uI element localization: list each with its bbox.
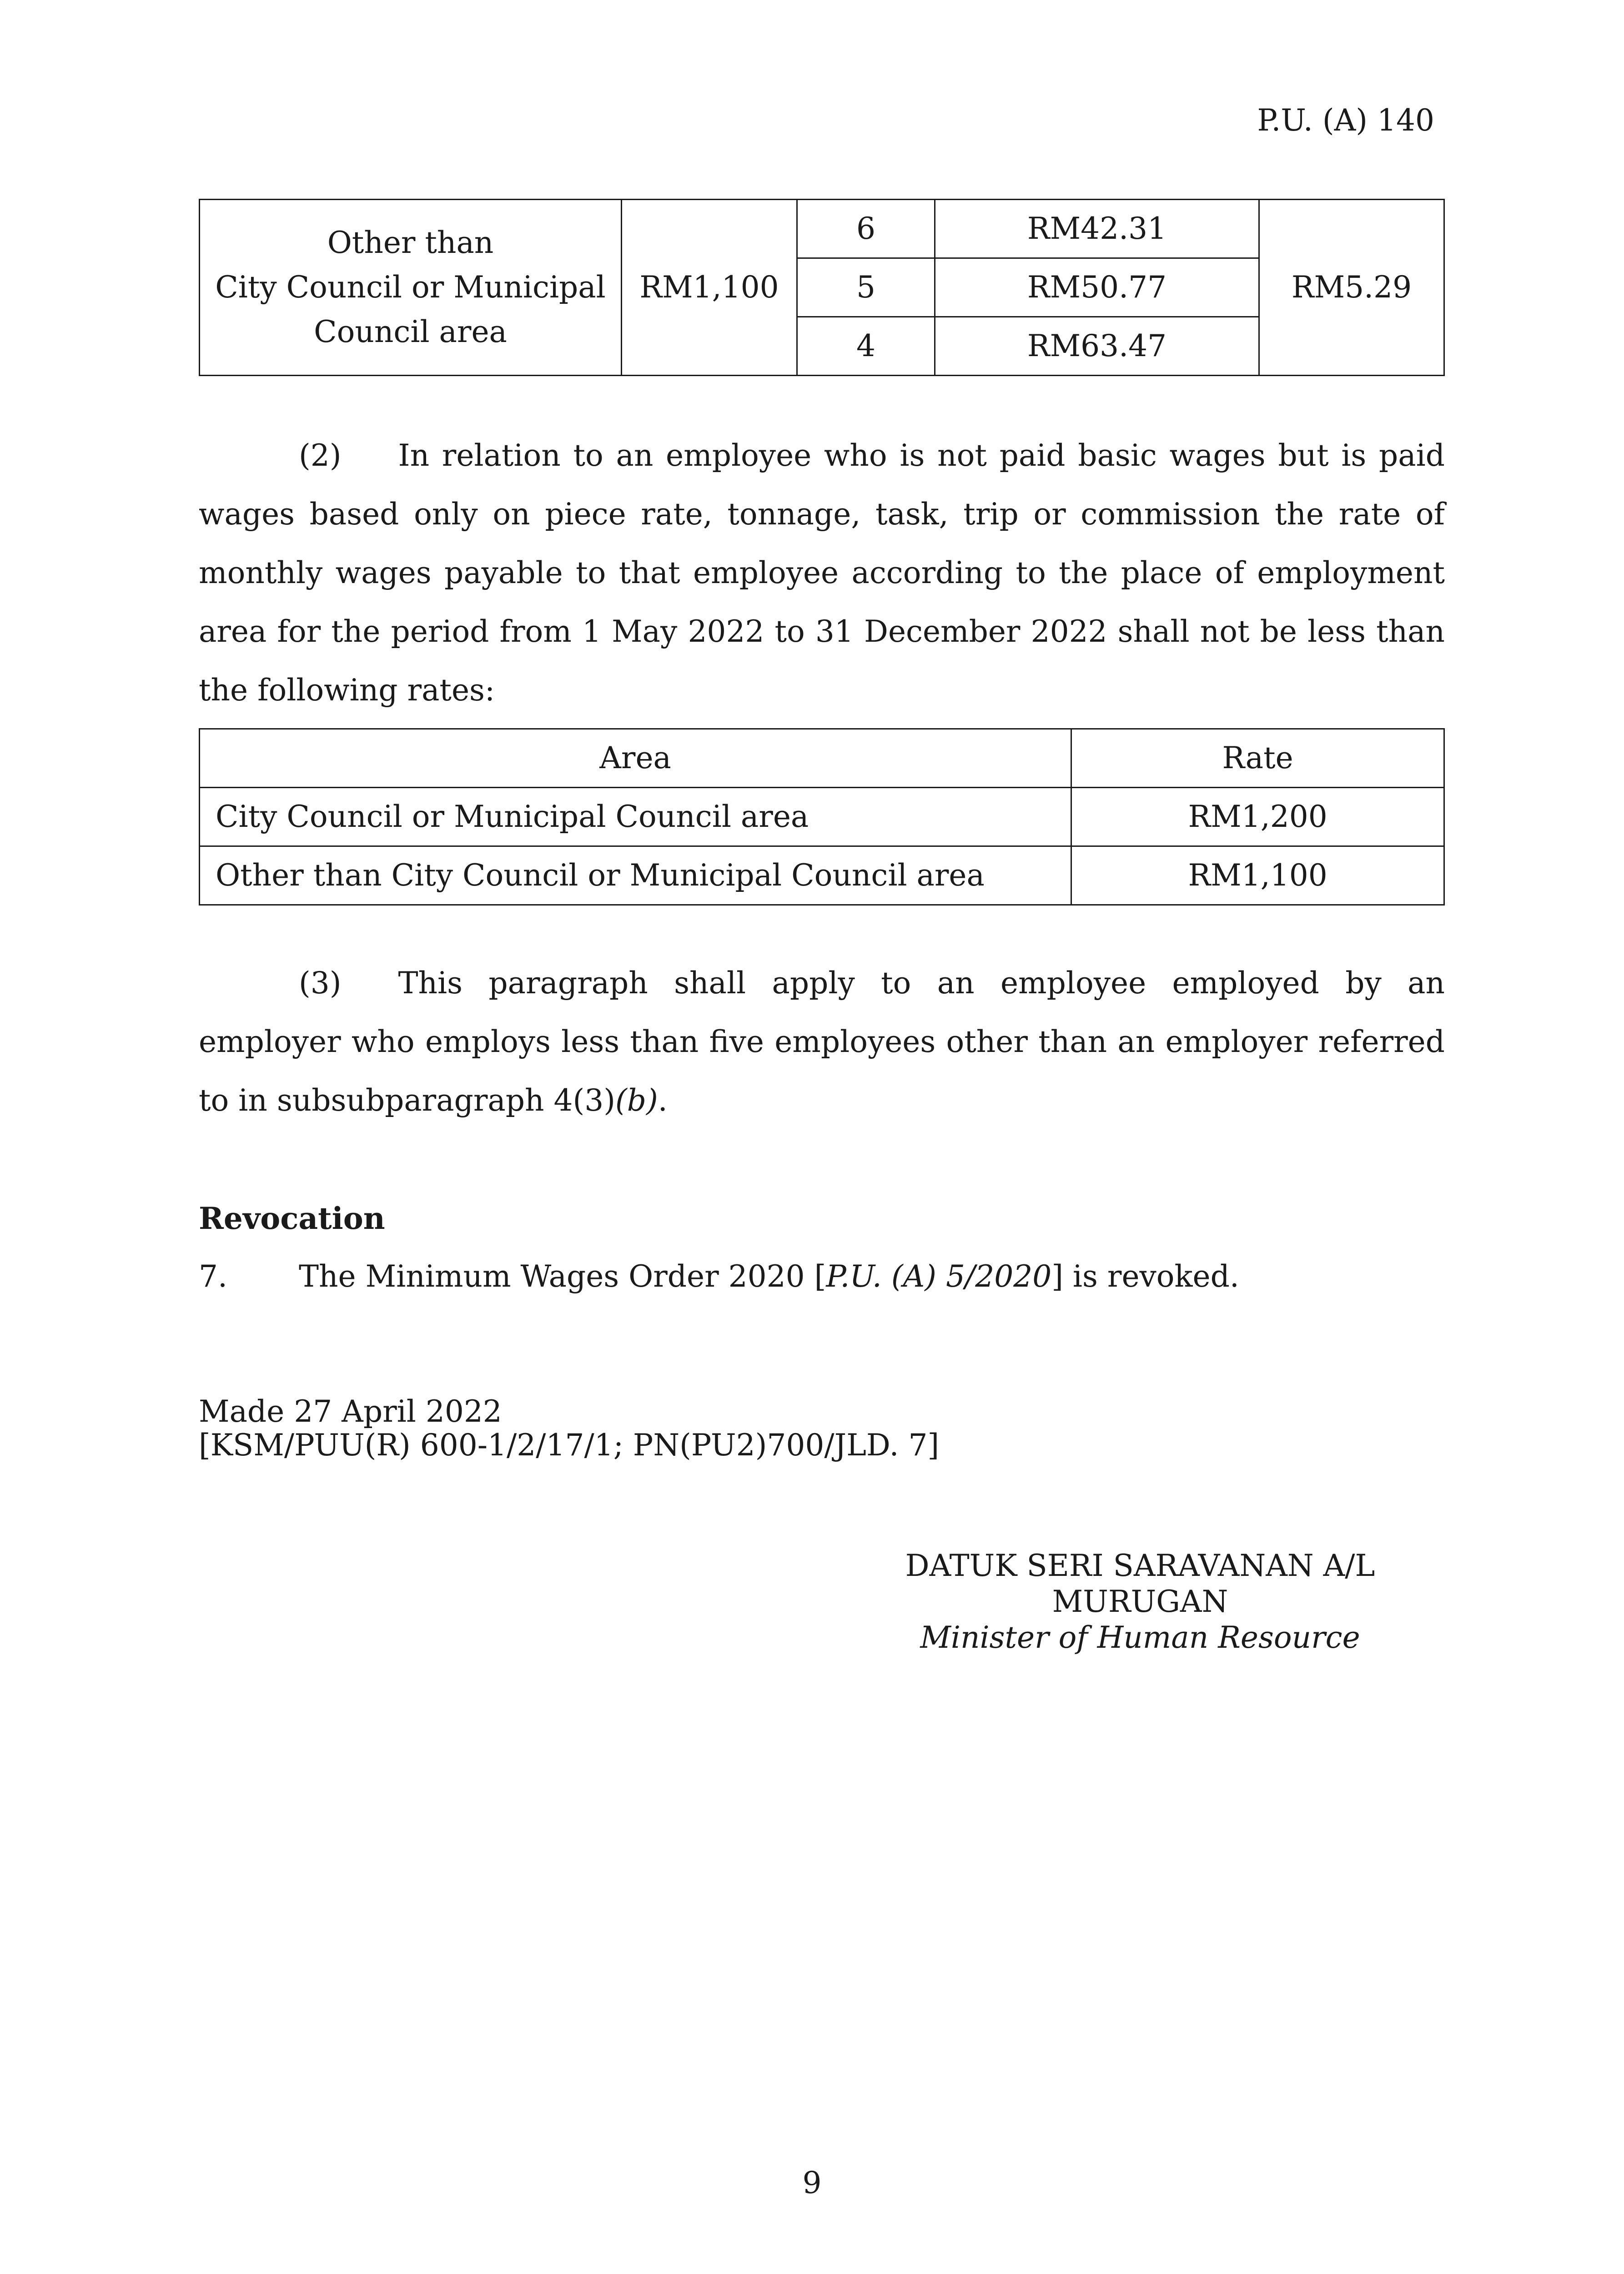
file-reference: [KSM/PUU(R) 600-1/2/17/1; PN(PU2)700/JLD. 7] [199, 1427, 940, 1463]
paragraph-text: In relation to an employee who is not paid basic wages but is paid wages based only on piece rate, tonnage, task, trip or commission the rate of monthly wages payable to that employee according to the place of employment area for the period from 1 May 2022 to 31 December 2022 shall not be less than the following rates: [199, 438, 1445, 708]
column-header: Area [200, 729, 1071, 788]
page-number: 9 [802, 2165, 822, 2200]
wage-rate-table [199, 199, 1445, 376]
rate-cell: RM1,200 [1071, 788, 1444, 846]
paragraph-number: (2) [299, 438, 342, 473]
monthly-wage-cell: RM1,100 [622, 200, 797, 376]
column-header: Rate [1071, 729, 1444, 788]
working-days-cell: 4 [797, 317, 935, 376]
table-row [200, 788, 1444, 846]
area-line: City Council or Municipal [215, 270, 606, 305]
paragraph-text: This paragraph shall apply to an employee employed by an employer who employs less than five employees other than an employer referred to in subsubparagraph 4(3) [199, 966, 1445, 1118]
signatory-title: Minister of Human Resource [920, 1620, 1360, 1655]
clause-number: 7. [199, 1259, 227, 1294]
paragraph-number: (3) [299, 966, 342, 1001]
made-date: Made 27 April 2022 [199, 1394, 502, 1429]
area-cell [200, 200, 622, 376]
citation: P.U. (A) 5/2020 [826, 1259, 1052, 1294]
table-row [200, 846, 1444, 905]
made-block [199, 1395, 939, 1462]
area-line: Other than [327, 225, 494, 261]
paragraph-2 [199, 426, 1445, 719]
paragraph-3 [199, 954, 1445, 1130]
document-reference: P.U. (A) 140 [1257, 103, 1434, 138]
section-heading: Revocation [199, 1201, 385, 1236]
paragraph-end: . [658, 1083, 668, 1118]
area-line: Council area [314, 314, 507, 349]
daily-rate-cell: RM63.47 [935, 317, 1259, 376]
rate-cell: RM1,100 [1071, 846, 1444, 905]
area-rate-table [199, 728, 1445, 906]
table-header-row [200, 729, 1444, 788]
hourly-rate-cell: RM5.29 [1259, 200, 1444, 376]
clause-text: The Minimum Wages Order 2020 [ [299, 1259, 826, 1294]
area-cell: City Council or Municipal Council area [200, 788, 1071, 846]
clause-text-end: ] is revoked. [1051, 1259, 1239, 1294]
signature-block [845, 1548, 1436, 1656]
signatory-name: DATUK SERI SARAVANAN A/L MURUGAN [905, 1548, 1375, 1620]
working-days-cell: 5 [797, 258, 935, 317]
paragraph-italic-ref: (b) [615, 1083, 658, 1118]
area-cell: Other than City Council or Municipal Council area [200, 846, 1071, 905]
revocation-clause [199, 1258, 1239, 1294]
table-row [200, 200, 1444, 258]
daily-rate-cell: RM50.77 [935, 258, 1259, 317]
working-days-cell: 6 [797, 200, 935, 258]
daily-rate-cell: RM42.31 [935, 200, 1259, 258]
